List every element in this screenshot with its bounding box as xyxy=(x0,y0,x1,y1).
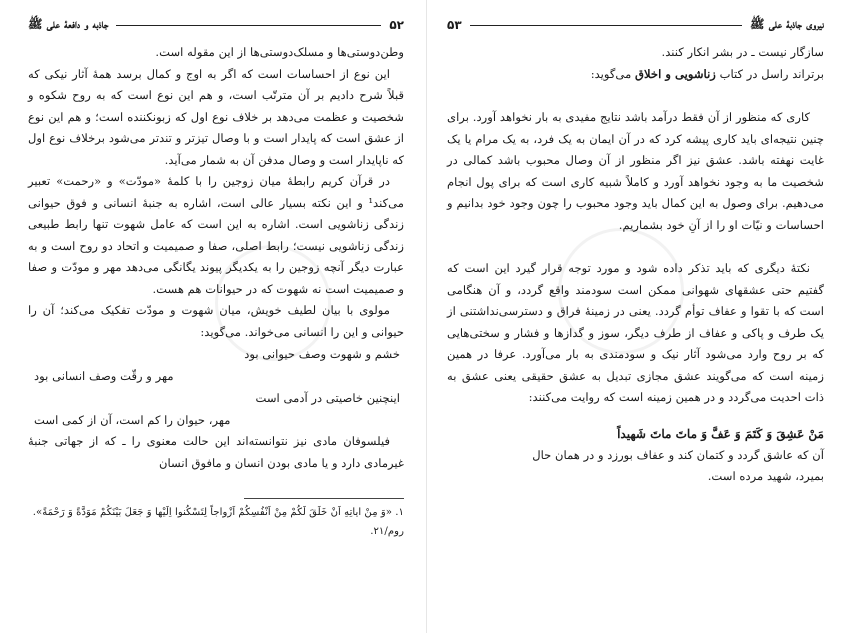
translation-line: آن که عاشق گردد و کتمان کند و عفاف بورزد و در همان حال xyxy=(532,447,824,462)
book-title: زناشویی و اخلاق xyxy=(634,66,716,81)
paragraph: این نوع از احساسات است که اگر به اوج و کمال برسد همهٔ آثار نیکی که قبلاً شرح دادیم بر آن مترتّب است، و هم این نوع است که به روح شکوه و شخصیت و عظمت می‌دهد بر خلاف نوع اول که زبونکننده است؛ و هم این نوع از عشق است که پایدار است و با وصال تیزتر و تندتر می‌شود برخلاف نوع اول که ناپایدار است و وصال مدفن آن به شمار می‌آید. xyxy=(28,66,404,167)
paragraph: نکتهٔ دیگری که باید تذکر داده شود و مورد توجه قرار گیرد این است که گفتیم حتی عشقهای شهوانی ممکن است سودمند واقع گردد، و آن هنگامی است که با تقوا و عفاف توأم گردد. یعنی در زمینهٔ فراق و دسترسی‌نداشتنی از یک طرف و پاکی و عفاف از طرف دیگر، سوز و گدازها و فشار و سختی‌هایی که بر روح وارد می‌شود آثار نیک و سودمندی به بار می‌آورد. عرفا در همین زمینه است که می‌گویند عشق مجازی تبدیل به عشق حقیقی یعنی عشق به ذات احدیت می‌گردد و در همین زمینه است که روایت می‌کنند: xyxy=(447,261,824,404)
header-rule xyxy=(116,25,381,26)
right-page-header xyxy=(447,14,824,36)
right-page-header-title: نیروی جاذبهٔ علی ﷺ xyxy=(750,16,824,31)
poem-line: خشم و شهوت وصف حیوانی بود xyxy=(244,347,400,361)
right-page xyxy=(427,0,854,633)
left-page-number: ۵۲ xyxy=(389,18,404,32)
intro-text: می‌گوید: xyxy=(590,66,635,81)
footnote-rule xyxy=(244,498,404,499)
left-page-header-title: جاذبه و دافعهٔ علی ﷺ xyxy=(28,16,109,31)
intro-text: برتراند راسل در کتاب xyxy=(715,66,824,81)
paragraph: فیلسوفان مادی نیز نتوانسته‌اند این حالت معنوی را ـ که از جهاتی جنبهٔ غیرمادی دارد و یا مادی بودن انسان و مافوق انسان xyxy=(28,434,404,470)
header-rule xyxy=(470,25,742,26)
arabic-hadith: مَنْ عَشِقَ وَ کَتَمَ وَ عَفَّ وَ ماتَ ماتَ شَهيداً xyxy=(617,426,824,441)
paragraph: در قرآن کریم رابطهٔ میان زوجین را با کلمهٔ «مودّت» و «رحمت» تعبیر می‌کند¹ و این نکته بسیار عالی است، اشاره به جنبهٔ انسانی و فوق حیوانی زندگی زناشویی است. اشاره به این است که عامل شهوت تنها رابط طبیعی زندگی زناشویی نیست؛ رابط اصلی، صفا و صمیمیت و اتحاد دو روح است و به عبارت دیگر آنچه زوجین را به یکدیگر پیوند یگانگی می‌دهد مهر و مودّت و صفا و صمیمیت است نه شهوت که در حیوانات هم هست. xyxy=(28,174,404,296)
paragraph: سازگار نیست ـ در بشر انکار کنند. xyxy=(661,45,824,59)
left-page-header xyxy=(28,14,404,36)
block-quote: کاری که منظور از آن فقط درآمد باشد نتایج مفیدی به بار نخواهد آورد. برای چنین نتیجه‌ای باید کاری پیشه کرد که در آن ایمان به یک فرد، به یک مرام یا یک غایت نهفته باشد. عشق نیز اگر منظور از آن وصال محبوب باشد کمالی در شخصیت ما به وجود نخواهد آورد و کاملاً شبیه کاری است که برای پول انجام می‌دهیم. برای وصول به این کمال باید وجود محبوب را چون وجود خود بدانیم و احساسات و نیّات او را از آنِ خود بشماریم. xyxy=(447,110,824,232)
translation-line: بمیرد، شهید مرده است. xyxy=(707,469,824,483)
paragraph: وطن‌دوستی‌ها و مسلک‌دوستی‌ها از این مقوله است. xyxy=(155,45,404,59)
poem-line: مهر، حیوان را کم است، آن از کمی است xyxy=(34,413,231,427)
paragraph xyxy=(447,64,824,86)
paragraph: مولوی با بیان لطیف خویش، میان شهوت و مودّت تفکیک می‌کند؛ آن را حیوانی و این را انسانی می‌خواند. می‌گوید: xyxy=(28,303,404,339)
poem-line: مهر و رقّت وصف انسانی بود xyxy=(34,369,174,383)
right-page-number: ۵۳ xyxy=(447,18,462,32)
poem-line: اینچنین خاصیتی در آدمی است xyxy=(255,391,400,405)
poem xyxy=(28,343,404,431)
footnote: ۱. «وَ مِنْ ایاتِهِ اَنْ خَلَقَ لَکُمْ مِنْ اَنْفُسِکُمْ اَزْواجاً لِتَسْکُنوا اِلَیْها وَ جَعَلَ بَیْنَکُمْ مَوَدَّةً وَ رَحْمَةً». روم/۲۱. xyxy=(32,507,404,537)
